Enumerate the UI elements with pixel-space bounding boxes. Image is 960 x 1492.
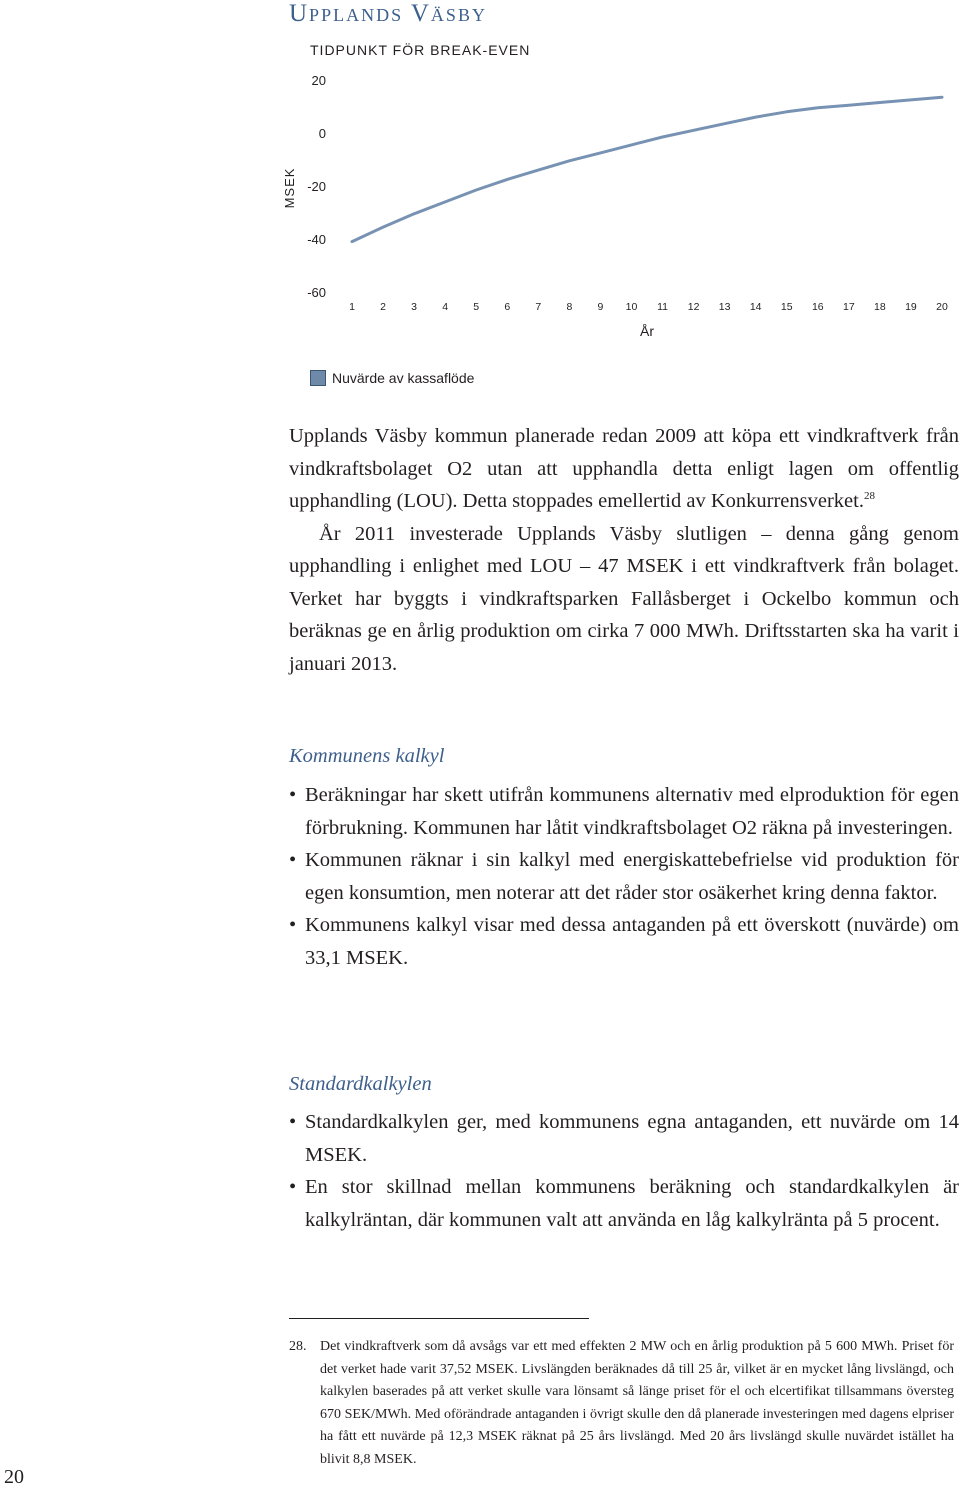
break-even-chart	[270, 60, 960, 350]
x-tick-label: 9	[597, 301, 604, 313]
bullet-icon: •	[289, 1176, 297, 1198]
footnote-text: Det vindkraftverk som då avsågs var ett med effekten 2 MW och en årlig produktion på 5 600 MWh. Priset för det verket hade varit 37,52 MSEK. Livslängden beräknades då till 25 år, vilket är en mycket lång livslängd, och kalkylen baserades på att verket skulle vara lönsamt så länge priset för el och elcertifikat tillsammans översteg 670 SEK/MWh. Med oförändrade antaganden i övrigt skulle den då planerade investeringen med dagens elpriser ha fått ett nuvärde på 12,3 MSEK räknat på 25 års livslängd. Med 20 års livslängd skulle nuvärdet istället ha blivit 8,8 MSEK.	[320, 1339, 954, 1467]
y-axis-label: MSEK	[282, 167, 297, 209]
x-tick-label: 8	[566, 301, 573, 313]
list-item: • Kommunen räknar i sin kalkyl med energiskattebefrielse vid produktion för egen konsumtion, men noterar att det råder stor osäkerhet kring denna faktor.	[289, 844, 959, 909]
list-item: • En stor skillnad mellan kommunens beräkning och standardkalkylen är kalkylräntan, där kommunen valt att använda en låg kalkylränta på 5 procent.	[289, 1171, 959, 1236]
footnote	[289, 1336, 954, 1471]
x-tick-label: 18	[874, 301, 886, 313]
x-tick-label: 4	[442, 301, 449, 313]
list-item: • Standardkalkylen ger, med kommunens egna antaganden, ett nuvärde om 14 MSEK.	[289, 1106, 959, 1171]
legend-swatch	[310, 370, 326, 386]
kommunens-kalkyl-list	[289, 779, 959, 974]
page-number: 20	[4, 1466, 24, 1488]
x-axis-label: År	[640, 323, 654, 339]
x-axis-ticks	[349, 301, 948, 313]
section-heading: Upplands Väsby	[289, 0, 487, 27]
intro-paragraph-1: Upplands Väsby kommun planerade redan 2009 att köpa ett vindkraftverk från vindkraftsbolaget O2 utan att upphandla detta enligt lagen om offentlig upphandling (LOU). Detta stoppades emellertid av Konkurrensverket.$^{28}$	[289, 425, 959, 512]
x-tick-label: 1	[349, 301, 355, 313]
chart-title: TIDPUNKT FÖR BREAK-EVEN	[310, 42, 531, 58]
x-tick-label: 13	[718, 301, 731, 313]
x-tick-label: 11	[657, 301, 668, 313]
standardkalkylen-heading: Standardkalkylen	[289, 1073, 432, 1095]
x-tick-label: 14	[749, 301, 762, 313]
intro-paragraph-2: År 2011 investerade Upplands Väsby slutligen – denna gång genom upphandling i enlighet med LOU – 47 MSEK i ett vindkraftverk från bolaget. Verket har byggts i vindkraftsparken Fallåsberget i Ockelbo kommun och beräknas ge en årlig produktion om cirka 7 000 MWh. Driftsstarten ska ha varit i januari 2013.	[289, 522, 959, 675]
series-line	[352, 97, 942, 241]
bullet-icon: •	[289, 849, 297, 871]
x-tick-label: 17	[842, 301, 855, 313]
x-tick-label: 6	[504, 301, 511, 313]
legend-label: Nuvärde av kassaflöde	[332, 370, 475, 386]
x-tick-label: 19	[905, 301, 917, 313]
x-tick-label: 2	[380, 301, 386, 313]
chart-series	[352, 97, 942, 241]
bullet-icon: •	[289, 1111, 297, 1133]
footnote-number: 28.	[289, 1339, 307, 1354]
chart-legend	[310, 370, 474, 386]
y-tick-label: -60	[307, 285, 326, 300]
bullet-icon: •	[289, 914, 297, 936]
x-tick-label: 3	[411, 301, 418, 313]
y-tick-label: 20	[311, 73, 326, 88]
x-tick-label: 15	[780, 301, 793, 313]
y-axis-ticks	[307, 73, 326, 300]
x-tick-label: 16	[811, 301, 824, 313]
list-item: • Beräkningar har skett utifrån kommunens alternativ med elproduktion för egen förbrukning. Kommunen har låtit vindkraftsbolaget O2 räkna på investeringen.	[289, 779, 959, 844]
kommunens-kalkyl-heading: Kommunens kalkyl	[289, 745, 445, 767]
x-tick-label: 7	[535, 301, 542, 313]
x-tick-label: 20	[936, 301, 948, 313]
bullet-icon: •	[289, 784, 297, 806]
x-tick-label: 12	[687, 301, 700, 313]
y-tick-label: -40	[307, 232, 326, 247]
x-tick-label: 5	[473, 301, 480, 313]
list-item: • Kommunens kalkyl visar med dessa antaganden på ett överskott (nuvärde) om 33,1 MSEK.	[289, 909, 959, 974]
footnote-ref: 28	[863, 490, 875, 503]
y-tick-label: 0	[318, 126, 326, 141]
footnote-divider	[289, 1318, 589, 1319]
y-tick-label: -20	[307, 179, 326, 194]
intro-text	[289, 420, 959, 680]
x-tick-label: 10	[625, 301, 638, 313]
standardkalkylen-list	[289, 1106, 959, 1236]
